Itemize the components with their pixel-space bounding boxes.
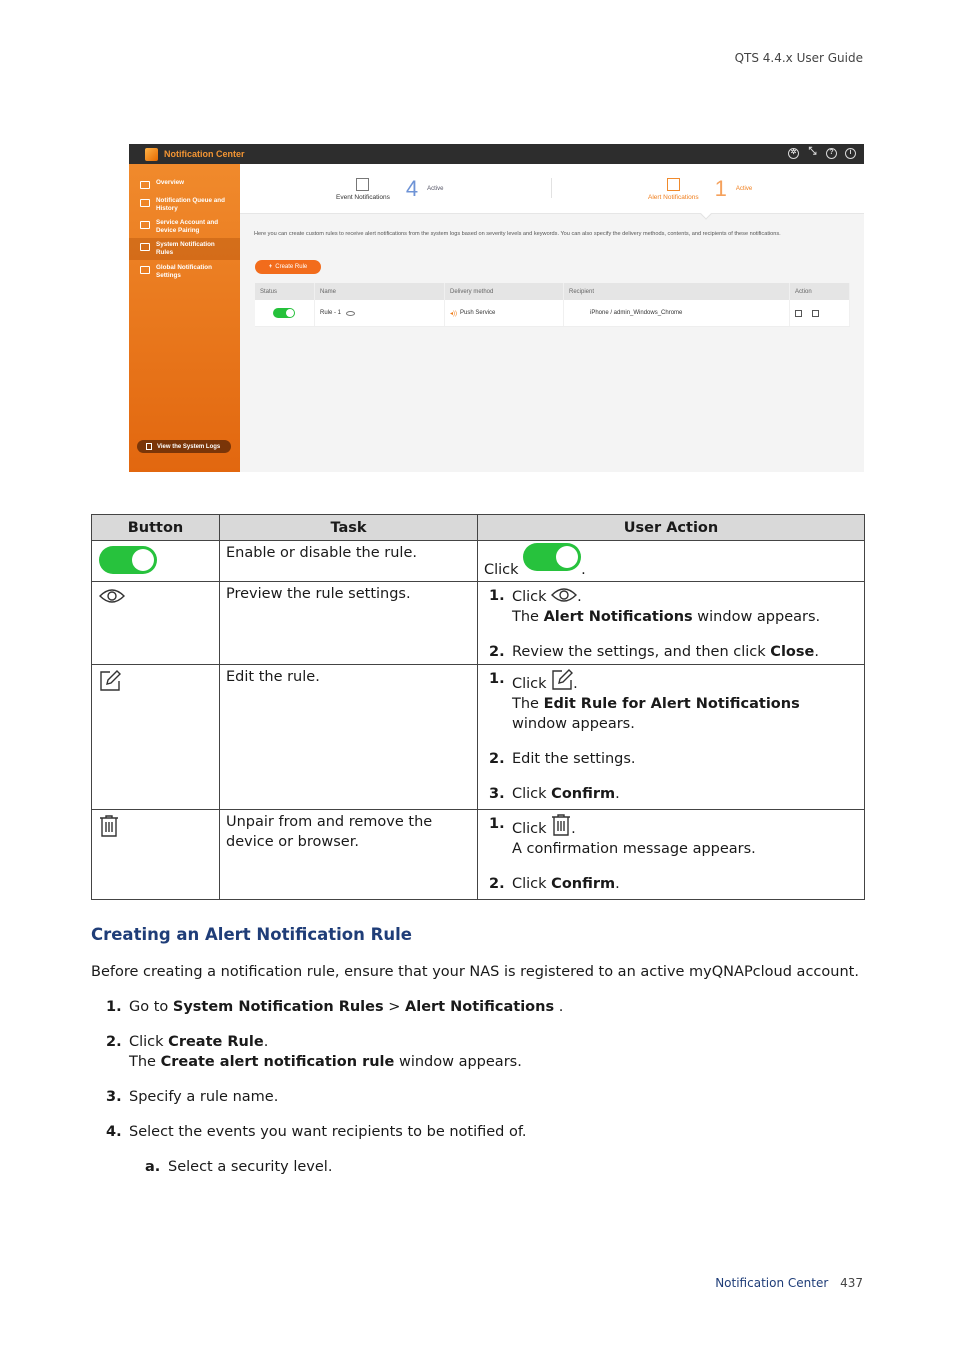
list-item: a. Select a security level. [145,1159,333,1175]
tab-alert-notifications[interactable]: Alert Notifications 1 Active [648,176,753,201]
task-cell: Edit the rule. [220,665,478,810]
info-icon[interactable]: i [845,148,856,159]
push-icon: ◂)) [450,310,458,317]
section-title: Creating an Alert Notification Rule [91,925,412,944]
overview-icon [140,181,150,189]
log-icon [146,443,152,450]
notification-center-screenshot [129,144,864,472]
grid-icon [356,178,369,191]
task-cell: Unpair from and remove the device or browser. [220,810,478,900]
app-title: Notification Center [164,149,245,159]
tab-divider [551,178,552,198]
sidebar-item-queue[interactable]: Notification Queue and History [129,194,240,216]
tab-event-notifications[interactable]: Event Notifications 4 Active [336,176,444,201]
procedure-steps [91,997,864,1192]
sidebar-item-global-settings[interactable]: Global Notification Settings [129,264,240,279]
tools-icon[interactable]: ⤡ [808,146,817,157]
rule-name: Rule - 1 [320,310,342,316]
page-footer [715,1276,863,1290]
rules-table-header: Status Name Delivery method Recipient Action [255,283,850,300]
app-titlebar [129,144,864,164]
device-icon [140,221,150,229]
task-cell: Enable or disable the rule. [220,541,478,582]
eye-icon [551,589,577,605]
toggle-switch-icon [99,546,157,574]
settings-icon [140,266,150,274]
edit-icon [99,677,121,693]
list-item: 1. Go to System Notification Rules > Alert Notifications . [106,999,564,1015]
page-number: 437 [840,1276,863,1290]
column-header: Button [92,515,220,541]
sidebar [129,164,240,472]
rules-icon [140,243,150,251]
alert-count: 1 [714,176,727,201]
tab-bar [240,164,864,214]
rule-recipient: iPhone / admin_Windows_Chrome [590,310,683,316]
eye-icon [99,590,125,606]
guide-title: QTS 4.4.x User Guide [734,51,863,65]
column-header: Task [220,515,478,541]
section-intro: Before creating a notification rule, ensure that your NAS is registered to an active myQNAPcloud account. [91,964,859,980]
table-row: Unpair from and remove the device or browser. 1. Click . A confirmation message appears. 2. Click Confirm. [92,810,865,900]
table-row: Edit the rule. 1. Click . The Edit Rule for Alert Notifications window appears. 2. Edit the settings. 3. Click Confirm. [92,665,865,810]
sidebar-item-overview[interactable]: Overview [129,179,240,189]
view-system-logs-button[interactable]: View the System Logs [137,440,231,453]
toggle-switch-icon [523,543,581,571]
tab-pointer [700,208,711,219]
main-panel [240,164,864,472]
event-count: 4 [405,176,419,201]
footer-section: Notification Center [715,1276,829,1290]
rule-delivery: Push Service [460,310,496,316]
trash-icon [551,821,571,837]
plus-icon: + [268,264,273,270]
sidebar-item-rules[interactable]: System Notification Rules [129,238,240,260]
list-item: 3. Specify a rule name. [106,1089,279,1105]
list-item: 4. Select the events you want recipients to be notified of. [106,1124,527,1140]
sidebar-item-device-pairing[interactable]: Service Account and Device Pairing [129,219,240,234]
button-reference-table [91,514,865,900]
queue-icon [140,199,150,207]
rules-table [255,283,850,327]
document-icon [667,178,680,191]
table-header-row [92,515,865,541]
help-icon[interactable]: ? [826,148,837,159]
table-row: Enable or disable the rule. Click . [92,541,865,582]
trash-icon[interactable] [812,310,819,317]
list-item: 2. Click Create Rule. The Create alert notification rule window appears. [106,1034,522,1070]
eye-icon[interactable] [346,311,355,316]
edit-icon[interactable] [795,310,802,317]
task-cell: Preview the rule settings. [220,582,478,665]
settings-icon[interactable]: ✲ [788,148,799,159]
rule-toggle[interactable] [273,308,295,318]
rules-description: Here you can create custom rules to receive alert notifications from the system logs based on severity levels and keywords. You can also specify the delivery methods, contents, and recipients of these notifications. [254,231,781,237]
app-icon [145,148,158,161]
edit-icon [551,676,573,692]
table-row: Preview the rule settings. 1. Click . The Alert Notifications window appears. 2. Review the settings, and then click Close. [92,582,865,665]
trash-icon [99,822,119,838]
alert-status: Active [735,186,753,192]
table-row [255,300,850,327]
event-status: Active [427,186,444,192]
column-header: User Action [478,515,865,541]
create-rule-button[interactable]: + Create Rule [255,260,321,274]
